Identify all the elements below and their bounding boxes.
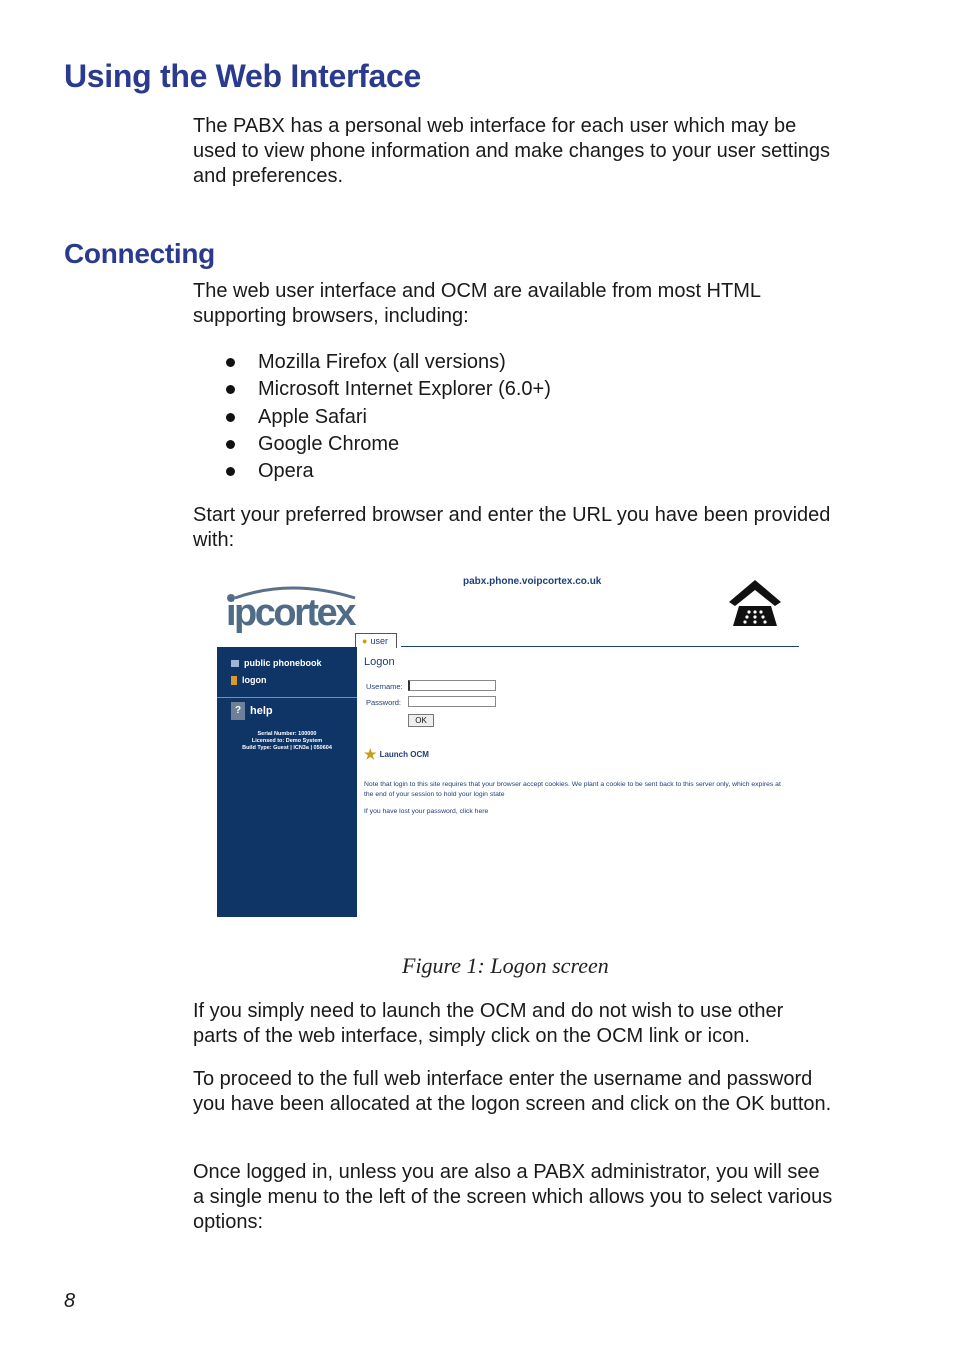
build-type: Build Type: Guest | ICN3a | 050604	[242, 745, 332, 751]
sidebar-item-label: public phonebook	[244, 658, 322, 668]
sidebar-item-logon[interactable]	[231, 675, 267, 685]
phone-icon	[725, 576, 785, 630]
book-icon	[231, 660, 239, 667]
sidebar-divider	[217, 697, 357, 698]
logged-in-paragraph: Once logged in, unless you are also a PABX administrator, you will see a single menu to the left of the screen which allows you to select various options:	[193, 1161, 833, 1233]
wand-icon: ★	[364, 746, 377, 762]
license-info: Licensed to: Demo System	[251, 738, 323, 744]
browsers-intro-paragraph: The web user interface and OCM are available from most HTML supporting browsers, including:	[193, 280, 761, 327]
launch-ocm-label: Launch OCM	[379, 750, 429, 759]
intro-paragraph: The PABX has a personal web interface for each user which may be used to view phone information and make changes to your user settings and preferences.	[193, 115, 831, 187]
sidebar-item-label: logon	[242, 675, 267, 685]
page-title: Using the Web Interface	[64, 58, 422, 94]
bullet-icon	[226, 358, 235, 367]
lost-password-link[interactable]: If you have lost your password, click here	[364, 808, 489, 815]
cookie-note: Note that login to this site requires that your browser accept cookies. We plant a cookie to be sent back to this server only, which expires at the end of your session to hold your login state	[364, 781, 781, 798]
launch-ocm-paragraph: If you simply need to launch the OCM and do not wish to use other parts of the web interface, simply click on the OCM link or icon.	[193, 1000, 784, 1047]
logo-text: ipcortex	[226, 592, 354, 634]
door-icon	[231, 676, 237, 685]
user-icon: ●	[362, 636, 368, 646]
browser-name: Microsoft Internet Explorer (6.0+)	[258, 378, 551, 401]
proceed-paragraph: To proceed to the full web interface enter the username and password you have been allocated at the logon screen and click on the OK button.	[193, 1068, 832, 1115]
bullet-icon	[226, 440, 235, 449]
url-text: pabx.phone.voipcortex.co.uk	[463, 576, 602, 587]
browser-name: Google Chrome	[258, 432, 400, 455]
browser-name: Mozilla Firefox (all versions)	[258, 351, 506, 373]
bullet-icon	[226, 413, 235, 422]
username-label: Username:	[366, 682, 403, 691]
browser-name: Apple Safari	[258, 405, 367, 428]
tab-underline	[401, 646, 799, 647]
tab-label: user	[370, 636, 388, 646]
sidebar-item-label: help	[250, 705, 273, 717]
logon-title: Logon	[364, 656, 395, 668]
list-item	[226, 405, 551, 432]
password-input[interactable]	[408, 696, 496, 707]
logon-screenshot	[217, 572, 799, 917]
bullet-icon	[226, 467, 235, 476]
list-item	[226, 432, 551, 459]
sidebar-item-phonebook[interactable]	[231, 658, 322, 668]
browser-name: Opera	[258, 460, 314, 483]
section-title-connecting: Connecting	[64, 238, 215, 269]
system-info	[217, 731, 357, 752]
browser-list	[226, 350, 551, 486]
list-item	[226, 350, 551, 377]
bullet-icon	[226, 385, 235, 394]
ok-button[interactable]: OK	[408, 714, 434, 727]
ipcortex-logo	[221, 580, 361, 632]
password-label: Password:	[366, 698, 402, 707]
list-item	[226, 459, 551, 486]
launch-ocm-link[interactable]	[364, 746, 429, 763]
username-input[interactable]	[408, 680, 496, 691]
sidebar-item-help[interactable]	[231, 702, 273, 720]
list-item	[226, 377, 551, 404]
page-number: 8	[64, 1290, 76, 1312]
tab-user[interactable]	[355, 633, 397, 648]
figure-caption: Figure 1: Logon screen	[402, 953, 609, 978]
help-icon: ?	[231, 702, 245, 720]
sidebar	[217, 647, 357, 917]
start-browser-paragraph: Start your preferred browser and enter the URL you have been provided with:	[193, 504, 831, 551]
serial-number: Serial Number: 100000	[257, 731, 317, 737]
